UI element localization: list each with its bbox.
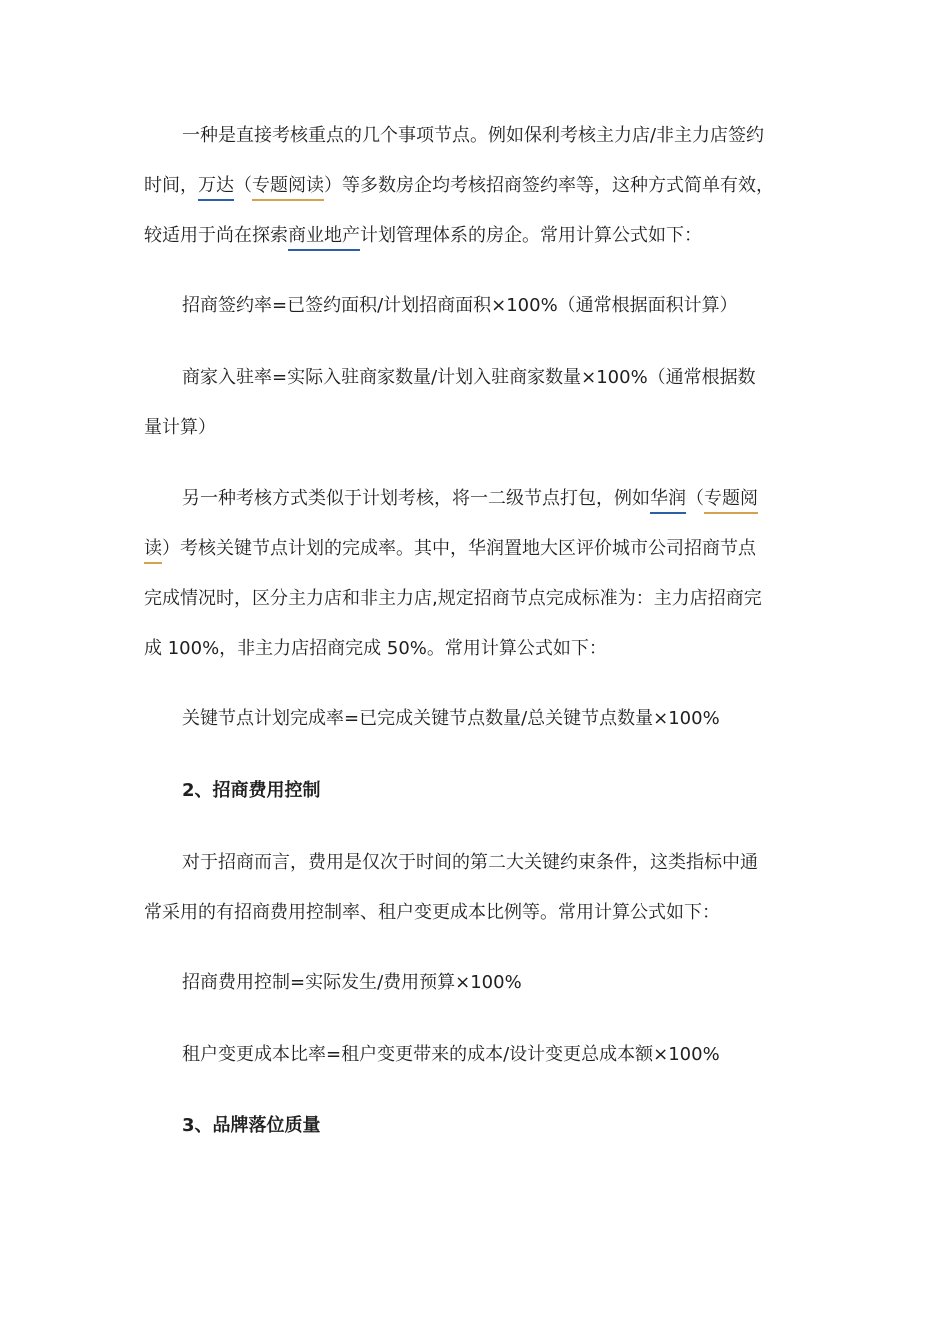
formula-line <box>0 1042 950 1068</box>
section-heading <box>0 1113 950 1139</box>
text: ）等多数房企均考核招商签约率等，这种方式简单有效， <box>324 175 774 196</box>
paragraph-line <box>0 223 950 249</box>
text: 一种是直接考核重点的几个事项节点。例如保利考核主力店/非主力店签约 <box>182 125 765 146</box>
formula-text: 关键节点计划完成率=已完成关键节点数量/总关键节点数量×100% <box>182 708 720 729</box>
heading-text: 3、品牌落位质量 <box>182 1115 321 1136</box>
formula-text: 招商费用控制=实际发生/费用预算×100% <box>182 972 522 993</box>
formula-line <box>0 415 950 441</box>
paragraph-line <box>0 850 950 876</box>
text: 另一种考核方式类似于计划考核，将一二级节点打包，例如 <box>182 488 650 509</box>
text: ）考核关键节点计划的完成率。其中，华润置地大区评价城市公司招商节点 <box>162 538 756 559</box>
paragraph-line <box>0 536 950 562</box>
section-heading <box>0 778 950 804</box>
formula-line <box>0 970 950 996</box>
link-special-reading[interactable]: 专题阅读 <box>252 175 324 201</box>
text: 对于招商而言，费用是仅次于时间的第二大关键约束条件，这类指标中通 <box>182 852 758 873</box>
paragraph-line <box>0 173 950 199</box>
link-huarun[interactable]: 华润 <box>650 488 686 514</box>
paragraph-line <box>0 486 950 512</box>
formula-text: 招商签约率=已签约面积/计划招商面积×100%（通常根据面积计算） <box>182 295 738 316</box>
paragraph-line <box>0 636 950 662</box>
link-wanda[interactable]: 万达 <box>198 175 234 201</box>
paragraph-line <box>0 586 950 612</box>
paragraph-line <box>0 123 950 149</box>
formula-text: 租户变更成本比率=租户变更带来的成本/设计变更总成本额×100% <box>182 1044 720 1065</box>
heading-text: 2、招商费用控制 <box>182 780 321 801</box>
text: 成 100%，非主力店招商完成 50%。常用计算公式如下： <box>144 638 607 659</box>
formula-line <box>0 293 950 319</box>
text: 常采用的有招商费用控制率、租户变更成本比例等。常用计算公式如下： <box>144 902 720 923</box>
link-special-reading-cont[interactable]: 读 <box>144 538 162 564</box>
text: 计划管理体系的房企。常用计算公式如下： <box>360 225 702 246</box>
link-special-reading[interactable]: 专题阅 <box>704 488 758 514</box>
text: 较适用于尚在探索 <box>144 225 288 246</box>
formula-text: 量计算） <box>144 417 216 438</box>
link-commercial-real-estate[interactable]: 商业地产 <box>288 225 360 251</box>
text: 完成情况时，区分主力店和非主力店,规定招商节点完成标准为：主力店招商完 <box>144 588 762 609</box>
formula-line <box>0 706 950 732</box>
formula-line <box>0 365 950 391</box>
formula-text: 商家入驻率=实际入驻商家数量/计划入驻商家数量×100%（通常根据数 <box>182 367 756 388</box>
text: 时间， <box>144 175 198 196</box>
paragraph-line <box>0 900 950 926</box>
text: （ <box>234 175 252 196</box>
text: （ <box>686 488 704 509</box>
